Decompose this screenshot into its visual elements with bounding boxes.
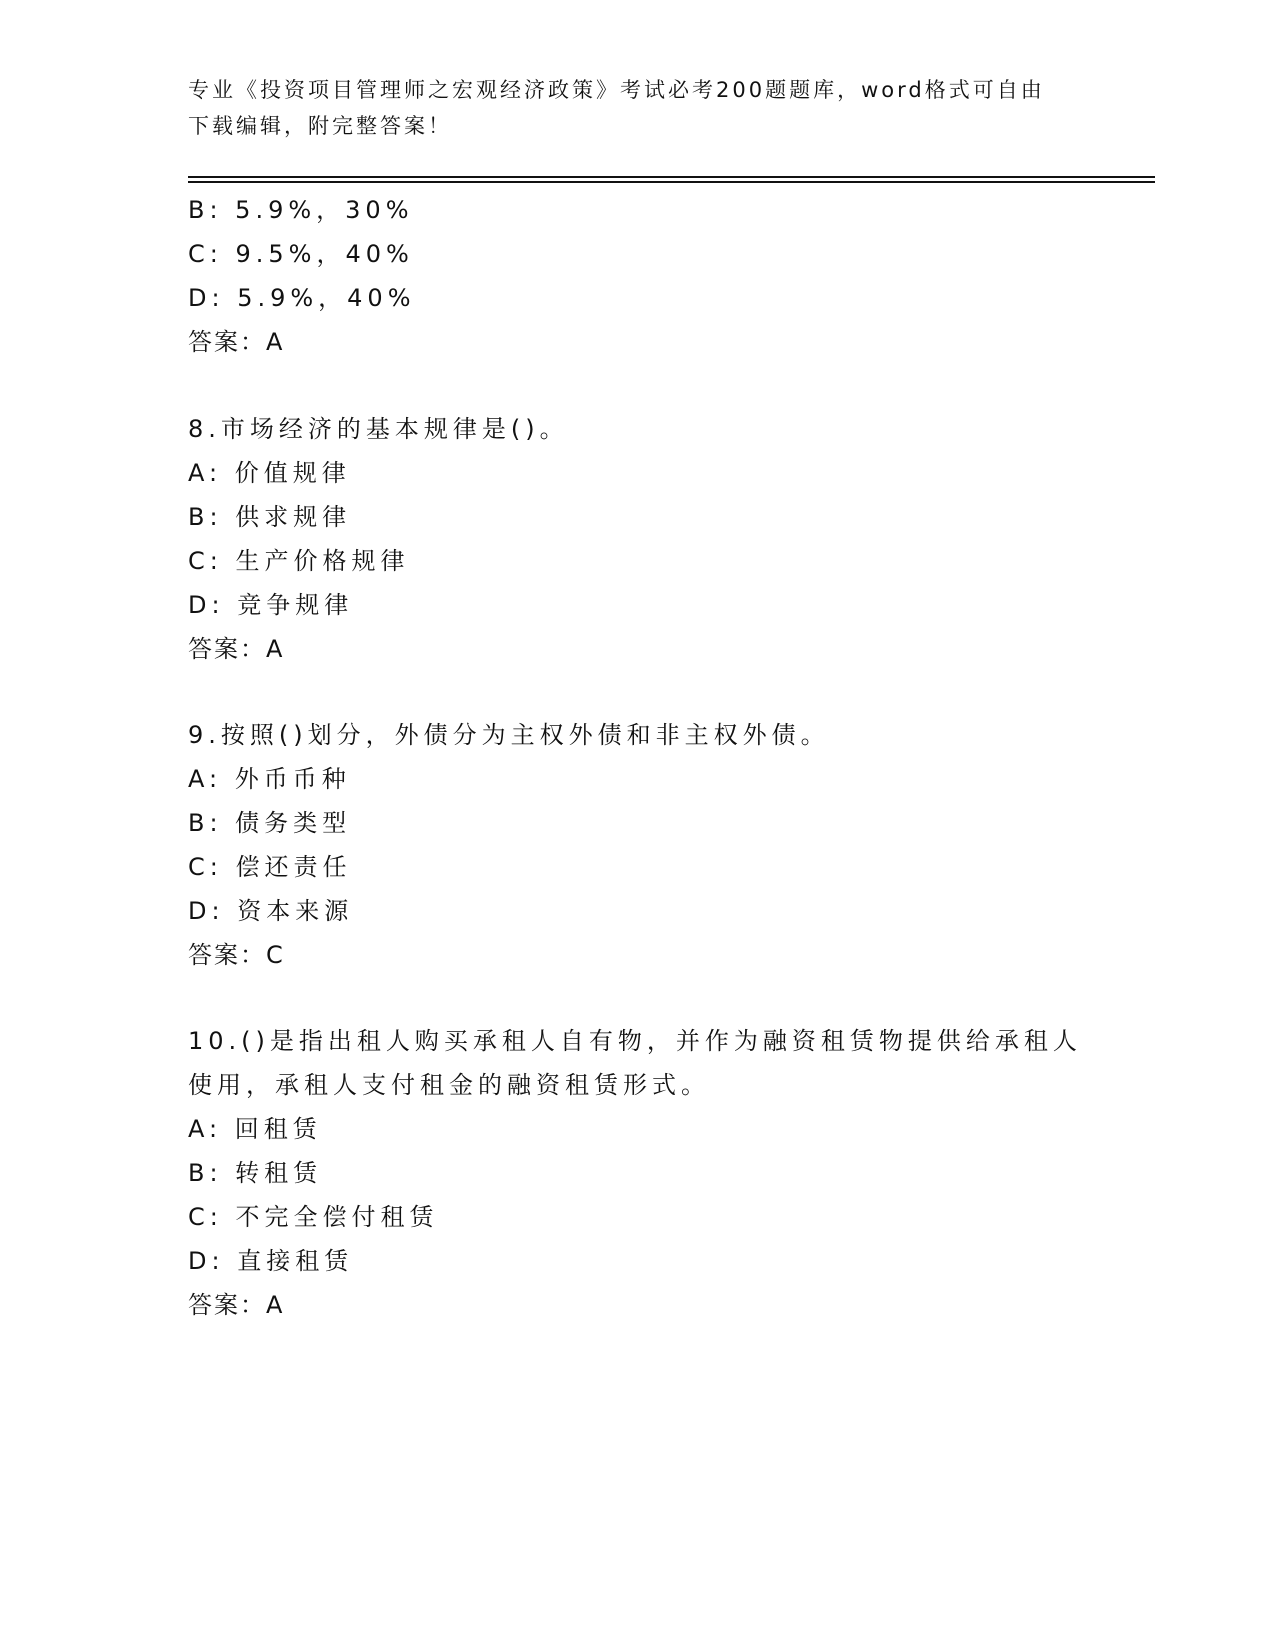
q8-option-b: B: 供求规律 xyxy=(188,503,352,531)
q8-answer: 答案：A xyxy=(188,635,285,663)
q8-question: 8.市场经济的基本规律是()。 xyxy=(188,415,569,443)
document-header xyxy=(188,72,1088,144)
q7-option-d: D: 5.9%，40% xyxy=(188,284,416,312)
q10-option-c: C: 不完全偿付租赁 xyxy=(188,1203,439,1231)
q10-answer: 答案：A xyxy=(188,1291,285,1319)
q9-answer: 答案：C xyxy=(188,941,285,969)
q9-question: 9.按照()划分，外债分为主权外债和非主权外债。 xyxy=(188,721,830,749)
header-line-1: 专业《投资项目管理师之宏观经济政策》考试必考200题题库，word格式可自由 xyxy=(188,78,1045,102)
header-line-2: 下载编辑，附完整答案！ xyxy=(188,114,452,138)
q9-option-b: B: 债务类型 xyxy=(188,809,352,837)
q10-option-a: A: 回租赁 xyxy=(188,1115,322,1143)
q9-option-c: C: 偿还责任 xyxy=(188,853,352,881)
q8-option-c: C: 生产价格规律 xyxy=(188,547,410,575)
q10-question-line-2: 使用，承租人支付租金的融资租赁形式。 xyxy=(188,1071,710,1099)
q7-option-b: B: 5.9%，30% xyxy=(188,196,414,224)
q8-option-a: A: 价值规律 xyxy=(188,459,351,487)
q8-option-d: D: 竞争规律 xyxy=(188,591,354,619)
q9-option-d: D: 资本来源 xyxy=(188,897,354,925)
q7-answer: 答案：A xyxy=(188,328,285,356)
q9-option-a: A: 外币币种 xyxy=(188,765,351,793)
header-rule-bottom xyxy=(188,181,1155,183)
q10-option-b: B: 转租赁 xyxy=(188,1159,323,1187)
header-rule-top xyxy=(188,176,1155,178)
q7-option-c: C: 9.5%，40% xyxy=(188,240,414,268)
q10-question-line-1: 10.()是指出租人购买承租人自有物，并作为融资租赁物提供给承租人 xyxy=(188,1027,1082,1055)
q10-option-d: D: 直接租赁 xyxy=(188,1247,354,1275)
